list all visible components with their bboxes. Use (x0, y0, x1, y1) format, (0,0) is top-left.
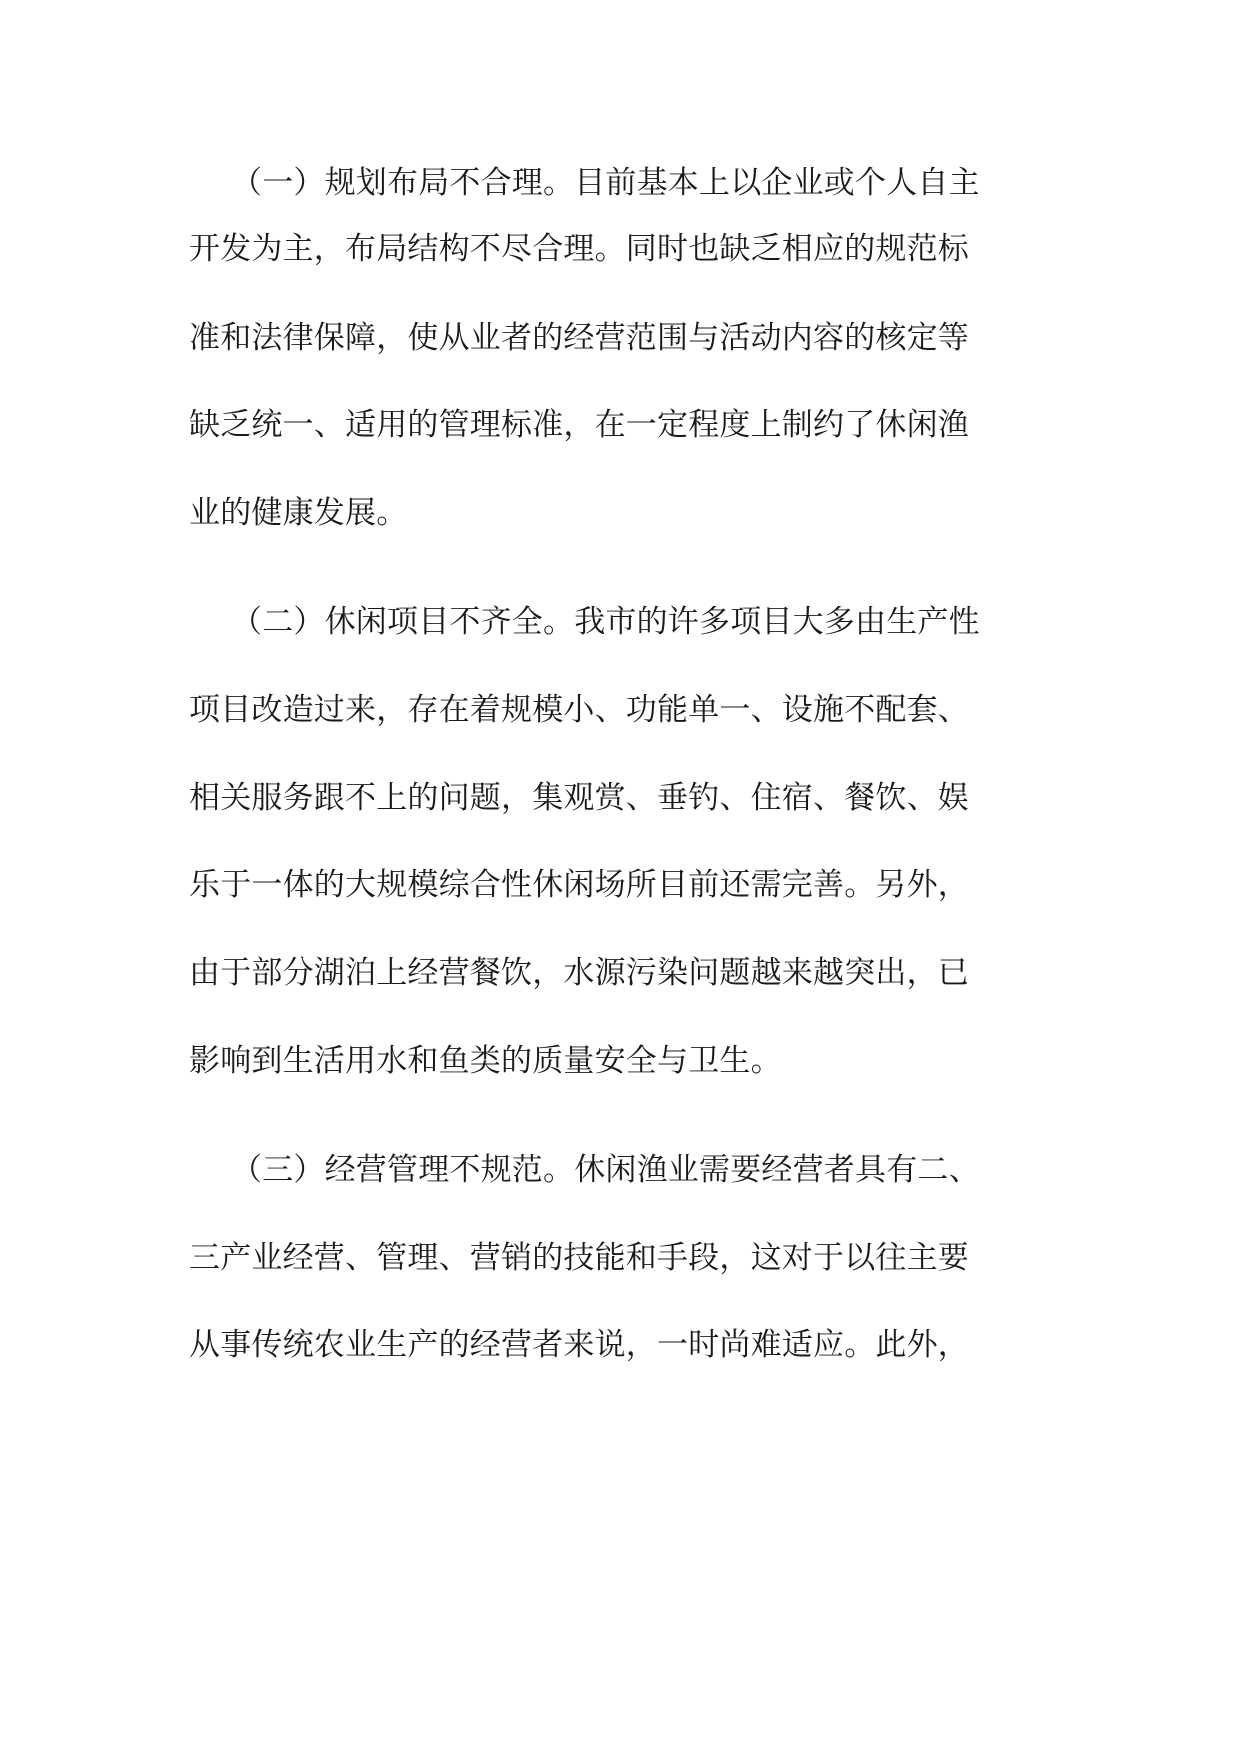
text-line: 三产业经营、管理、营销的技能和手段，这对于以往主要 (189, 1240, 969, 1276)
text-line: （二）休闲项目不齐全。我市的许多项目大多由生产性 (231, 604, 980, 640)
text-line: 开发为主，布局结构不尽合理。同时也缺乏相应的规范标 (189, 231, 969, 267)
text-line: 准和法律保障，使从业者的经营范围与活动内容的核定等 (189, 320, 969, 356)
text-line: 由于部分湖泊上经营餐饮，水源污染问题越来越突出，已 (189, 955, 969, 991)
text-line: 缺乏统一、适用的管理标准，在一定程度上制约了休闲渔 (189, 407, 969, 443)
text-line: （一）规划布局不合理。目前基本上以企业或个人自主 (231, 165, 980, 201)
text-line: （三）经营管理不规范。休闲渔业需要经营者具有二、 (231, 1152, 980, 1188)
text-line: 相关服务跟不上的问题，集观赏、垂钓、住宿、餐饮、娱 (189, 780, 969, 816)
text-line: 项目改造过来，存在着规模小、功能单一、设施不配套、 (189, 692, 969, 728)
text-line: 业的健康发展。 (189, 495, 408, 531)
text-line: 乐于一体的大规模综合性休闲场所目前还需完善。另外， (189, 867, 969, 903)
text-line: 从事传统农业生产的经营者来说，一时尚难适应。此外， (189, 1327, 969, 1363)
text-line: 影响到生活用水和鱼类的质量安全与卫生。 (189, 1043, 782, 1079)
